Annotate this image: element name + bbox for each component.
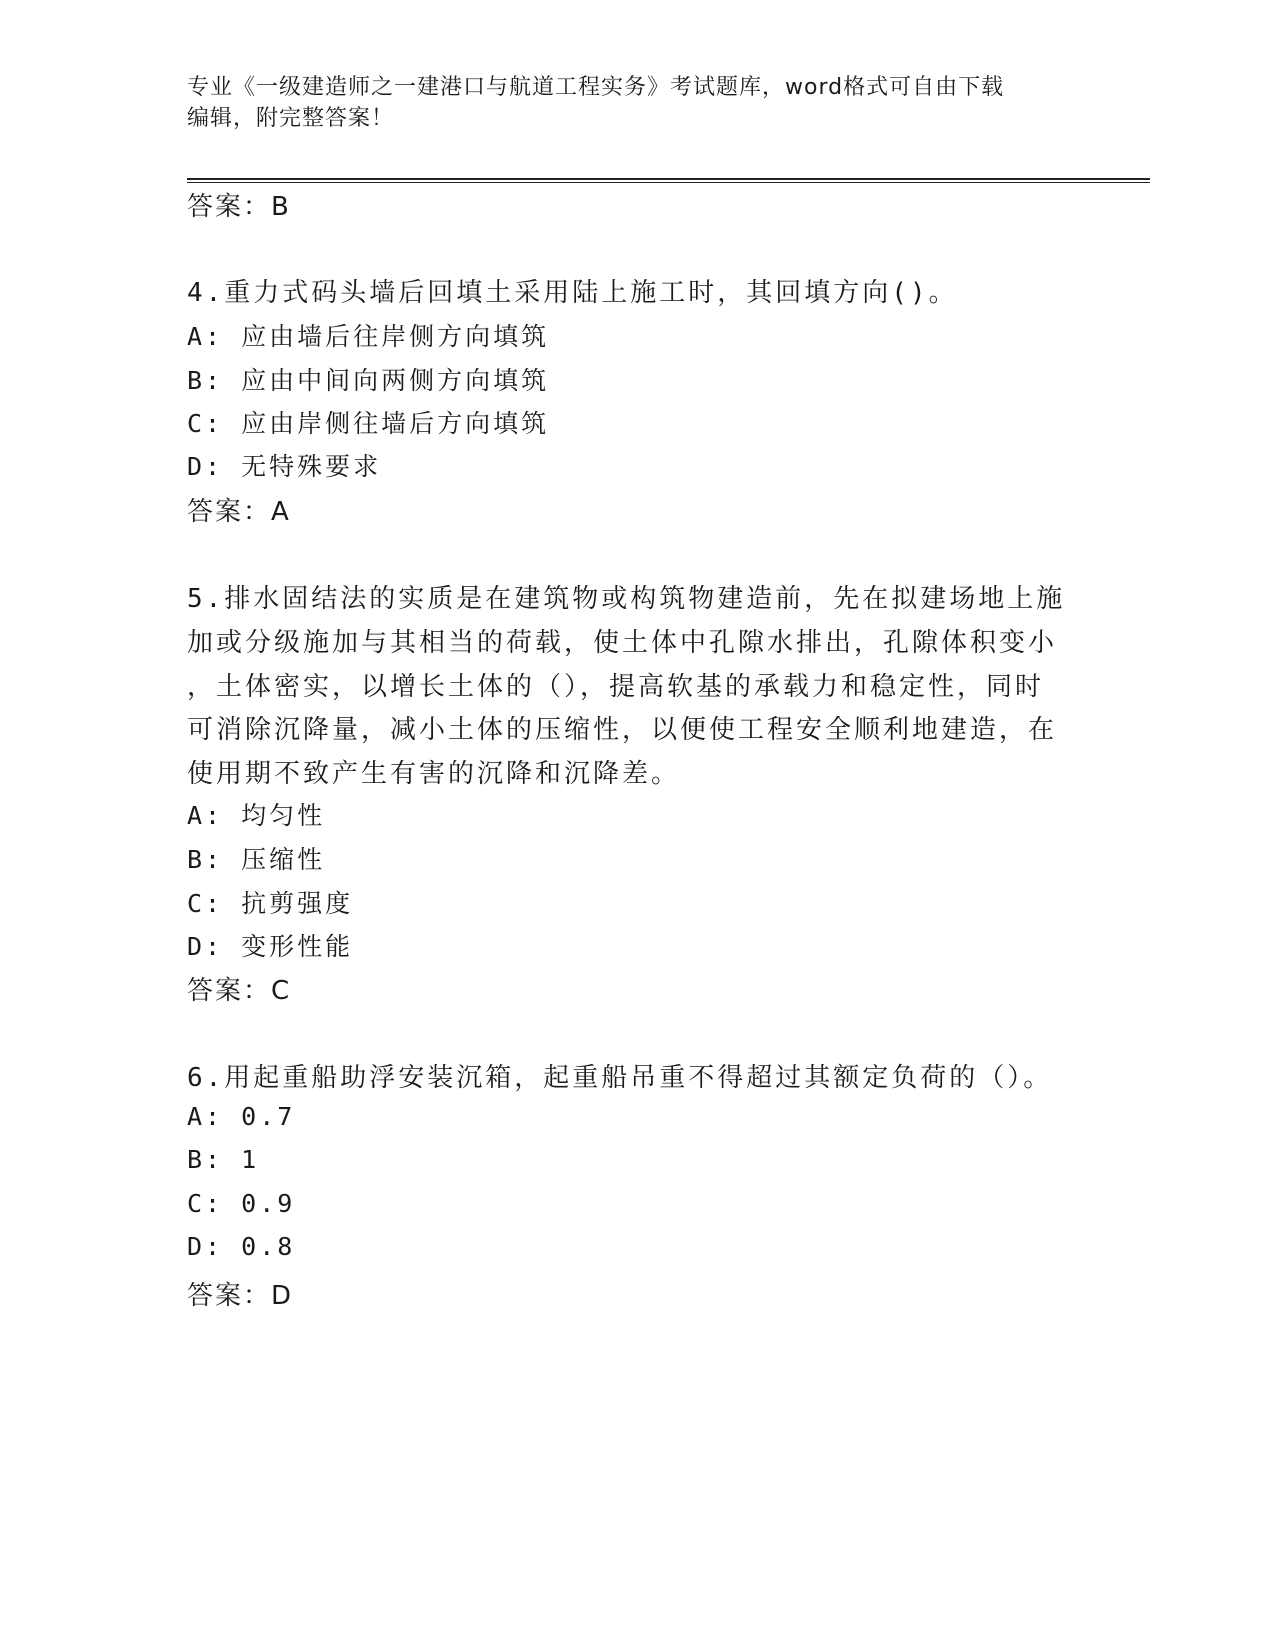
question-5-stem-line-2: 加或分级施加与其相当的荷载，使土体中孔隙水排出，孔隙体积变小 (187, 628, 1058, 658)
question-6-option-c: C: 0.9 (187, 1189, 296, 1218)
question-4-option-d: D: 无特殊要求 (187, 452, 382, 481)
answer-q3: 答案：B (187, 192, 291, 222)
header-line-1: 专业《一级建造师之一建港口与航道工程实务》考试题库，word格式可自由下载 (187, 75, 1005, 100)
header-line-2: 编辑，附完整答案！ (187, 106, 395, 131)
header-divider (187, 178, 1150, 183)
question-6-option-a: A: 0.7 (187, 1102, 296, 1131)
question-6-option-d: D: 0.8 (187, 1232, 296, 1261)
question-6-stem: 6.用起重船助浮安装沉箱，起重船吊重不得超过其额定负荷的（）。 (187, 1063, 1053, 1093)
question-5-option-b: B: 压缩性 (187, 845, 326, 874)
question-4-option-c: C: 应由岸侧往墙后方向填筑 (187, 409, 550, 438)
question-4-option-a: A: 应由墙后往岸侧方向填筑 (187, 322, 550, 351)
answer-q5: 答案：C (187, 976, 292, 1006)
question-5-stem-line-4: 可消除沉降量，减小土体的压缩性，以便使工程安全顺利地建造，在 (187, 715, 1058, 745)
question-4-stem: 4.重力式码头墙后回填土采用陆上施工时，其回填方向()。 (187, 278, 958, 308)
question-5-option-a: A: 均匀性 (187, 801, 326, 830)
answer-q4: 答案：A (187, 497, 291, 527)
question-5-option-d: D: 变形性能 (187, 932, 354, 961)
question-5-stem-line-5: 使用期不致产生有害的沉降和沉降差。 (187, 759, 681, 789)
question-5-option-c: C: 抗剪强度 (187, 889, 354, 918)
answer-q6: 答案：D (187, 1281, 294, 1311)
question-5-stem-line-1: 5.排水固结法的实质是在建筑物或构筑物建造前，先在拟建场地上施 (187, 584, 1066, 614)
document-header (187, 72, 1087, 134)
question-5-stem-line-3: ，土体密实，以增长土体的（），提高软基的承载力和稳定性，同时 (187, 672, 1045, 702)
question-4-option-b: B: 应由中间向两侧方向填筑 (187, 366, 550, 395)
question-6-option-b: B: 1 (187, 1145, 260, 1174)
